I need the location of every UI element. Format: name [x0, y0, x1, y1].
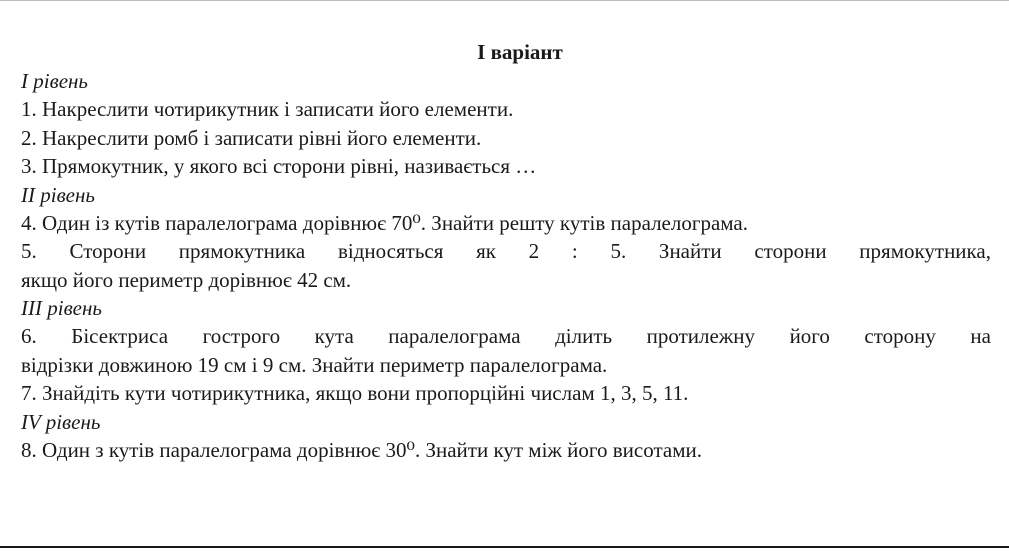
task-5: [21, 237, 991, 294]
task-4: 4. Один із кутів паралелограма дорівнює 70⁰. Знайти решту кутів паралелограма.: [21, 210, 749, 235]
task-6: [21, 322, 991, 379]
task-7: 7. Знайдіть кути чотирикутника, якщо вони пропорційні числам 1, 3, 5, 11.: [21, 381, 689, 405]
level-heading-2: ІІ рівень: [21, 182, 95, 207]
task-2: 2. Накреслити ромб і записати рівні його елементи.: [21, 125, 482, 150]
level-heading-3: ІІІ рівень: [21, 296, 102, 320]
task-5-line-2: якщо його периметр дорівнює 42 см.: [21, 267, 352, 292]
variant-title: І варіант: [477, 40, 563, 64]
top-divider: [0, 0, 1009, 1]
task-6-line-2: відрізки довжиною 19 см і 9 см. Знайти периметр паралелограма.: [21, 352, 608, 377]
task-1: 1. Накреслити чотирикутник і записати його елементи.: [21, 97, 514, 121]
level-heading-4: ІV рівень: [21, 409, 101, 434]
task-8: 8. Один з кутів паралелограма дорівнює 30⁰. Знайти кут між його висотами.: [21, 437, 702, 462]
worksheet-content: [21, 37, 991, 464]
bottom-divider: [0, 546, 1009, 548]
task-5-line-1: 5. Сторони прямокутника відносяться як 2 : 5. Знайти сторони прямокутника,: [21, 239, 991, 263]
task-6-line-1: 6. Бісектриса гострого кута паралелограма ділить протилежну його сторону на: [21, 324, 991, 348]
task-3: 3. Прямокутник, у якого всі сторони рівні, називається …: [21, 154, 537, 178]
level-heading-1: І рівень: [21, 69, 88, 93]
